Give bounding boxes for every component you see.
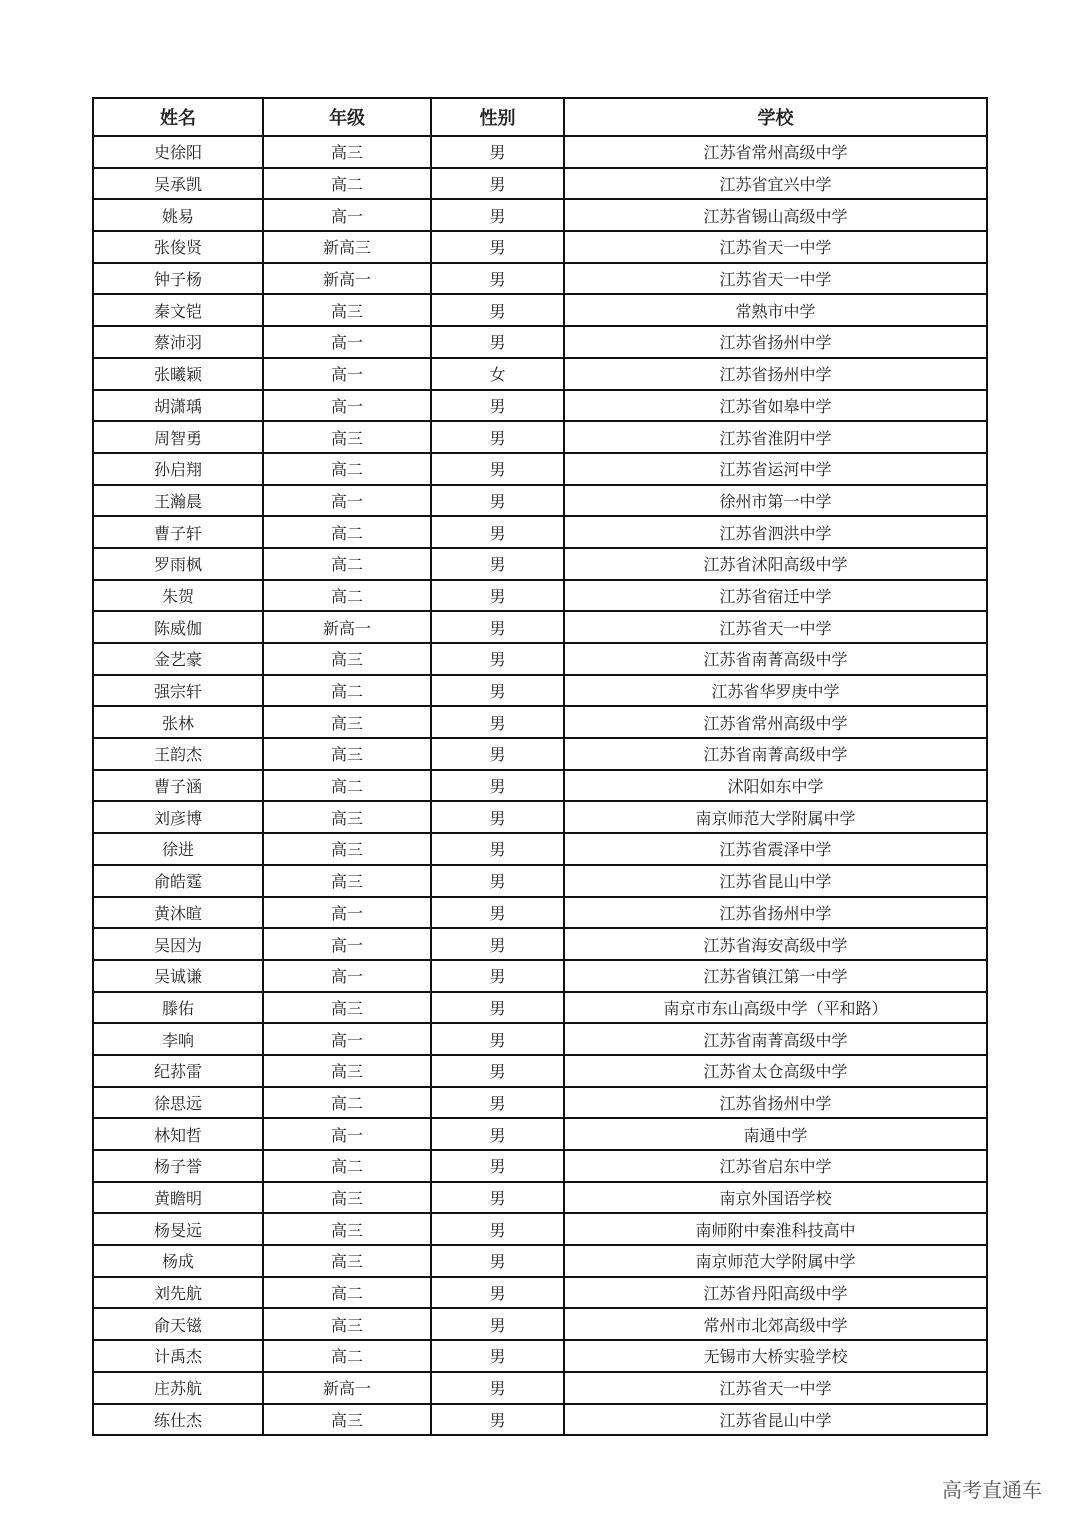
table-row <box>93 770 987 802</box>
name-cell: 吴承凯 <box>93 168 263 200</box>
school-cell: 江苏省天一中学 <box>564 231 987 263</box>
table-row <box>93 1118 987 1150</box>
table-row <box>93 1023 987 1055</box>
name-cell: 姚易 <box>93 199 263 231</box>
school-cell: 江苏省扬州中学 <box>564 358 987 390</box>
grade-cell: 高一 <box>263 485 431 517</box>
table-row <box>93 421 987 453</box>
gender-cell: 男 <box>431 231 564 263</box>
grade-cell: 高三 <box>263 706 431 738</box>
grade-cell: 新高一 <box>263 263 431 295</box>
table-row <box>93 1213 987 1245</box>
grade-cell: 高一 <box>263 326 431 358</box>
school-cell: 江苏省扬州中学 <box>564 326 987 358</box>
school-cell: 江苏省震泽中学 <box>564 833 987 865</box>
name-cell: 曹子涵 <box>93 770 263 802</box>
name-cell: 朱贺 <box>93 580 263 612</box>
school-cell: 江苏省镇江第一中学 <box>564 960 987 992</box>
gender-cell: 男 <box>431 833 564 865</box>
name-cell: 杨子誉 <box>93 1150 263 1182</box>
name-cell: 杨成 <box>93 1245 263 1277</box>
name-cell: 庄苏航 <box>93 1372 263 1404</box>
gender-cell: 男 <box>431 326 564 358</box>
table-row <box>93 738 987 770</box>
grade-cell: 高三 <box>263 1308 431 1340</box>
gender-cell: 男 <box>431 1308 564 1340</box>
school-cell: 江苏省天一中学 <box>564 1372 987 1404</box>
school-cell: 江苏省昆山中学 <box>564 865 987 897</box>
school-cell: 江苏省昆山中学 <box>564 1404 987 1436</box>
school-cell: 江苏省启东中学 <box>564 1150 987 1182</box>
name-cell: 黄沐暄 <box>93 897 263 929</box>
grade-cell: 新高一 <box>263 611 431 643</box>
grade-cell: 高二 <box>263 168 431 200</box>
school-cell: 江苏省运河中学 <box>564 453 987 485</box>
gender-cell: 男 <box>431 294 564 326</box>
header-name: 姓名 <box>93 98 263 136</box>
gender-cell: 男 <box>431 548 564 580</box>
gender-cell: 男 <box>431 643 564 675</box>
school-cell: 江苏省常州高级中学 <box>564 136 987 168</box>
school-cell: 南师附中秦淮科技高中 <box>564 1213 987 1245</box>
school-cell: 江苏省太仓高级中学 <box>564 1055 987 1087</box>
table-row <box>93 294 987 326</box>
name-cell: 王瀚晨 <box>93 485 263 517</box>
table-row <box>93 675 987 707</box>
school-cell: 江苏省天一中学 <box>564 611 987 643</box>
school-cell: 南通中学 <box>564 1118 987 1150</box>
school-cell: 常州市北郊高级中学 <box>564 1308 987 1340</box>
gender-cell: 男 <box>431 865 564 897</box>
gender-cell: 男 <box>431 199 564 231</box>
name-cell: 罗雨枫 <box>93 548 263 580</box>
gender-cell: 男 <box>431 263 564 295</box>
grade-cell: 高三 <box>263 1213 431 1245</box>
school-cell: 江苏省如皋中学 <box>564 390 987 422</box>
name-cell: 蔡沛羽 <box>93 326 263 358</box>
gender-cell: 女 <box>431 358 564 390</box>
name-cell: 吴诚谦 <box>93 960 263 992</box>
table-row <box>93 263 987 295</box>
name-cell: 王韵杰 <box>93 738 263 770</box>
table-row <box>93 1372 987 1404</box>
gender-cell: 男 <box>431 421 564 453</box>
name-cell: 俞天镃 <box>93 1308 263 1340</box>
gender-cell: 男 <box>431 801 564 833</box>
table-row <box>93 168 987 200</box>
table-row <box>93 580 987 612</box>
gender-cell: 男 <box>431 675 564 707</box>
name-cell: 徐进 <box>93 833 263 865</box>
name-cell: 秦文铠 <box>93 294 263 326</box>
gender-cell: 男 <box>431 485 564 517</box>
grade-cell: 高三 <box>263 1404 431 1436</box>
name-cell: 滕佑 <box>93 992 263 1024</box>
name-cell: 黄瞻明 <box>93 1182 263 1214</box>
name-cell: 张曦颖 <box>93 358 263 390</box>
header-grade: 年级 <box>263 98 431 136</box>
table-row <box>93 928 987 960</box>
table-row <box>93 992 987 1024</box>
grade-cell: 高二 <box>263 1277 431 1309</box>
school-cell: 南京师范大学附属中学 <box>564 801 987 833</box>
gender-cell: 男 <box>431 738 564 770</box>
table-row <box>93 960 987 992</box>
table-row <box>93 1308 987 1340</box>
table-row <box>93 801 987 833</box>
school-cell: 江苏省泗洪中学 <box>564 516 987 548</box>
grade-cell: 高三 <box>263 833 431 865</box>
table-row <box>93 326 987 358</box>
table-row <box>93 643 987 675</box>
table-row <box>93 897 987 929</box>
grade-cell: 高三 <box>263 738 431 770</box>
gender-cell: 男 <box>431 1213 564 1245</box>
name-cell: 吴因为 <box>93 928 263 960</box>
school-cell: 江苏省宿迁中学 <box>564 580 987 612</box>
school-cell: 江苏省锡山高级中学 <box>564 199 987 231</box>
gender-cell: 男 <box>431 1087 564 1119</box>
school-cell: 无锡市大桥实验学校 <box>564 1340 987 1372</box>
table-row <box>93 1182 987 1214</box>
name-cell: 陈威伽 <box>93 611 263 643</box>
name-cell: 计禹杰 <box>93 1340 263 1372</box>
grade-cell: 高三 <box>263 1245 431 1277</box>
gender-cell: 男 <box>431 1404 564 1436</box>
school-cell: 沭阳如东中学 <box>564 770 987 802</box>
grade-cell: 高一 <box>263 1118 431 1150</box>
grade-cell: 高三 <box>263 421 431 453</box>
grade-cell: 高二 <box>263 770 431 802</box>
table-row <box>93 865 987 897</box>
grade-cell: 高二 <box>263 1087 431 1119</box>
table-row <box>93 231 987 263</box>
school-cell: 江苏省宜兴中学 <box>564 168 987 200</box>
header-gender: 性别 <box>431 98 564 136</box>
gender-cell: 男 <box>431 516 564 548</box>
table-row <box>93 358 987 390</box>
name-cell: 史徐阳 <box>93 136 263 168</box>
grade-cell: 高三 <box>263 294 431 326</box>
school-cell: 江苏省丹阳高级中学 <box>564 1277 987 1309</box>
grade-cell: 高一 <box>263 897 431 929</box>
school-cell: 徐州市第一中学 <box>564 485 987 517</box>
school-cell: 江苏省沭阳高级中学 <box>564 548 987 580</box>
gender-cell: 男 <box>431 1277 564 1309</box>
grade-cell: 高一 <box>263 199 431 231</box>
table-row <box>93 833 987 865</box>
name-cell: 周智勇 <box>93 421 263 453</box>
table-row <box>93 611 987 643</box>
table-row <box>93 1055 987 1087</box>
table-row <box>93 1404 987 1436</box>
school-cell: 江苏省南菁高级中学 <box>564 738 987 770</box>
name-cell: 徐思远 <box>93 1087 263 1119</box>
school-cell: 江苏省海安高级中学 <box>564 928 987 960</box>
grade-cell: 高一 <box>263 960 431 992</box>
gender-cell: 男 <box>431 390 564 422</box>
grade-cell: 高三 <box>263 992 431 1024</box>
table-row <box>93 706 987 738</box>
school-cell: 常熟市中学 <box>564 294 987 326</box>
gender-cell: 男 <box>431 1118 564 1150</box>
table-row <box>93 199 987 231</box>
name-cell: 刘彦博 <box>93 801 263 833</box>
gender-cell: 男 <box>431 1245 564 1277</box>
school-cell: 南京师范大学附属中学 <box>564 1245 987 1277</box>
name-cell: 李响 <box>93 1023 263 1055</box>
grade-cell: 高三 <box>263 136 431 168</box>
gender-cell: 男 <box>431 580 564 612</box>
gender-cell: 男 <box>431 928 564 960</box>
table-row <box>93 1087 987 1119</box>
table-row <box>93 1340 987 1372</box>
table-row <box>93 1277 987 1309</box>
name-cell: 钟子杨 <box>93 263 263 295</box>
grade-cell: 高一 <box>263 358 431 390</box>
grade-cell: 高三 <box>263 643 431 675</box>
grade-cell: 高一 <box>263 390 431 422</box>
name-cell: 纪荪雷 <box>93 1055 263 1087</box>
name-cell: 刘先航 <box>93 1277 263 1309</box>
table-row <box>93 516 987 548</box>
gender-cell: 男 <box>431 960 564 992</box>
gender-cell: 男 <box>431 706 564 738</box>
name-cell: 练仕杰 <box>93 1404 263 1436</box>
gender-cell: 男 <box>431 611 564 643</box>
grade-cell: 高二 <box>263 675 431 707</box>
grade-cell: 高一 <box>263 1023 431 1055</box>
school-cell: 江苏省淮阴中学 <box>564 421 987 453</box>
gender-cell: 男 <box>431 1055 564 1087</box>
name-cell: 强宗轩 <box>93 675 263 707</box>
name-cell: 张林 <box>93 706 263 738</box>
school-cell: 江苏省南菁高级中学 <box>564 1023 987 1055</box>
grade-cell: 高二 <box>263 548 431 580</box>
grade-cell: 高二 <box>263 580 431 612</box>
school-cell: 江苏省华罗庚中学 <box>564 675 987 707</box>
gender-cell: 男 <box>431 1182 564 1214</box>
school-cell: 江苏省扬州中学 <box>564 897 987 929</box>
grade-cell: 高二 <box>263 1340 431 1372</box>
name-cell: 杨旻远 <box>93 1213 263 1245</box>
gender-cell: 男 <box>431 136 564 168</box>
header-school: 学校 <box>564 98 987 136</box>
grade-cell: 高二 <box>263 453 431 485</box>
name-cell: 俞皓霆 <box>93 865 263 897</box>
name-cell: 胡潇瑀 <box>93 390 263 422</box>
grade-cell: 高三 <box>263 865 431 897</box>
gender-cell: 男 <box>431 897 564 929</box>
name-cell: 林知哲 <box>93 1118 263 1150</box>
grade-cell: 高三 <box>263 1182 431 1214</box>
grade-cell: 新高三 <box>263 231 431 263</box>
school-cell: 江苏省天一中学 <box>564 263 987 295</box>
school-cell: 江苏省常州高级中学 <box>564 706 987 738</box>
gender-cell: 男 <box>431 992 564 1024</box>
name-cell: 曹子轩 <box>93 516 263 548</box>
gender-cell: 男 <box>431 453 564 485</box>
table-header-row <box>93 98 987 136</box>
gender-cell: 男 <box>431 770 564 802</box>
name-cell: 金艺豪 <box>93 643 263 675</box>
grade-cell: 高一 <box>263 928 431 960</box>
name-cell: 张俊贤 <box>93 231 263 263</box>
grade-cell: 高二 <box>263 516 431 548</box>
table-row <box>93 390 987 422</box>
gender-cell: 男 <box>431 1340 564 1372</box>
gender-cell: 男 <box>431 1372 564 1404</box>
table-row <box>93 548 987 580</box>
grade-cell: 高三 <box>263 1055 431 1087</box>
grade-cell: 高三 <box>263 801 431 833</box>
school-cell: 江苏省南菁高级中学 <box>564 643 987 675</box>
table-row <box>93 485 987 517</box>
watermark: 高考直通车 <box>942 1478 1042 1502</box>
table-row <box>93 136 987 168</box>
grade-cell: 高二 <box>263 1150 431 1182</box>
grade-cell: 新高一 <box>263 1372 431 1404</box>
table-row <box>93 1245 987 1277</box>
student-table <box>92 97 988 1436</box>
table-row <box>93 1150 987 1182</box>
gender-cell: 男 <box>431 168 564 200</box>
gender-cell: 男 <box>431 1150 564 1182</box>
school-cell: 江苏省扬州中学 <box>564 1087 987 1119</box>
school-cell: 南京外国语学校 <box>564 1182 987 1214</box>
table-row <box>93 453 987 485</box>
school-cell: 南京市东山高级中学（平和路） <box>564 992 987 1024</box>
name-cell: 孙启翔 <box>93 453 263 485</box>
gender-cell: 男 <box>431 1023 564 1055</box>
